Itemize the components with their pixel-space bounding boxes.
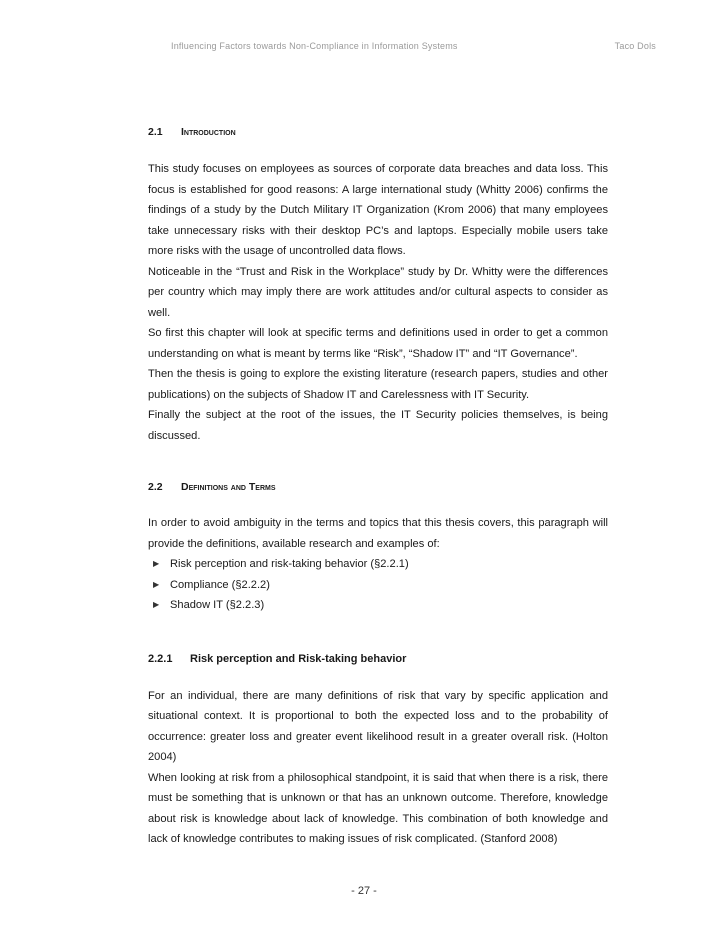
running-header	[171, 41, 656, 55]
list-item	[148, 595, 608, 616]
list-item-text: Shadow IT (§2.2.3)	[170, 599, 265, 611]
intro-paragraph: Then the thesis is going to explore the existing literature (research papers, studies and other publications) on the subjects of Shadow IT and Carelessness with IT Security.	[148, 368, 608, 401]
page-content	[148, 123, 608, 850]
subsection-title: Risk perception and Risk-taking behavior	[190, 652, 407, 665]
section-number: 2.1	[148, 126, 163, 138]
risk-paragraph: When looking at risk from a philosophical standpoint, it is said that when there is a risk, there must be something that is unknown or that has an unknown outcome. Therefore, knowledge about risk is knowledge about lack of knowledge. This combination of both knowledge and lack of knowledge contributes to making issues of risk complicated. (Stanford 2008)	[148, 771, 608, 845]
page-number: - 27 -	[351, 885, 377, 897]
header-title: Influencing Factors towards Non-Compliance in Information Systems	[171, 41, 458, 51]
intro-paragraph: So first this chapter will look at specific terms and definitions used in order to get a common understanding on what is meant by terms like “Risk”, “Shadow IT” and “IT Governance”.	[148, 327, 608, 360]
intro-paragraph: Finally the subject at the root of the issues, the IT Security policies themselves, is being discussed.	[148, 409, 608, 442]
triangle-right-icon: ▶	[153, 559, 160, 568]
subsection-heading-risk	[148, 650, 608, 668]
intro-paragraph: This study focuses on employees as sources of corporate data breaches and data loss. This focus is established for good reasons: A large international study (Whitty 2006) confirms the findings of a study by the Dutch Military IT Organization (Krom 2006) that many employees take unnecessary risks with their desktop PC’s and laptops. Especially mobile users take more risks with the usage of uncontrolled data flows.	[148, 163, 608, 257]
list-item	[148, 575, 608, 596]
list-item-text: Risk perception and risk-taking behavior (§2.2.1)	[170, 558, 409, 570]
section-number: 2.2	[148, 481, 163, 493]
definitions-paragraph: In order to avoid ambiguity in the terms and topics that this thesis covers, this paragraph will provide the definitions, available research and examples of:	[148, 517, 608, 550]
risk-paragraph: For an individual, there are many definitions of risk that vary by specific application and situational context. It is proportional to both the expected loss and to the probability of occurrence: greater loss and greater event likelihood result in a greater overall risk. (Holton 2004)	[148, 689, 608, 763]
list-item	[148, 554, 608, 575]
section-heading-definitions	[148, 478, 608, 496]
definitions-list	[148, 554, 608, 616]
subsection-number: 2.2.1	[148, 652, 173, 665]
intro-paragraph: Noticeable in the “Trust and Risk in the Workplace” study by Dr. Whitty were the differences per country which may imply there are work attitudes and/or cultural aspects to consider as well.	[148, 265, 608, 319]
header-author: Taco Dols	[614, 41, 656, 51]
section-heading-intro	[148, 123, 608, 141]
triangle-right-icon: ▶	[153, 600, 160, 609]
section-title: Introduction	[181, 126, 236, 138]
triangle-right-icon: ▶	[153, 579, 160, 589]
section-title: Definitions and Terms	[181, 481, 276, 493]
list-item-text: Compliance (§2.2.2)	[170, 578, 270, 591]
